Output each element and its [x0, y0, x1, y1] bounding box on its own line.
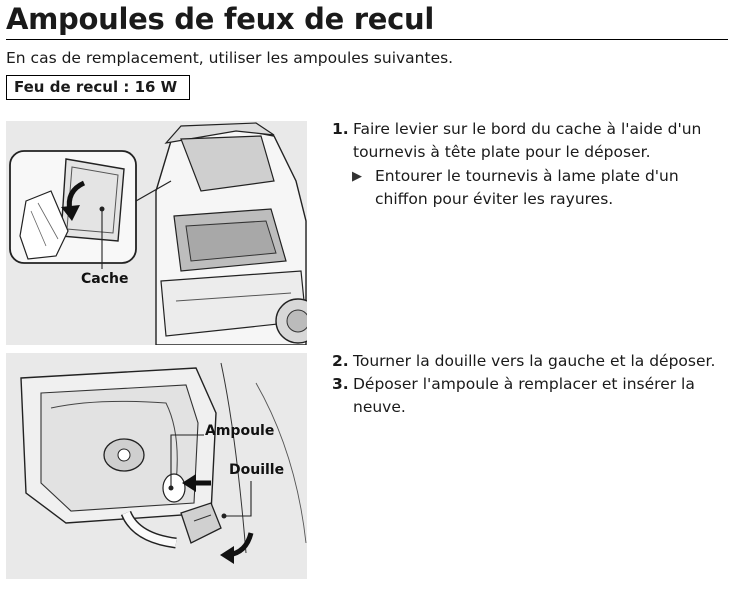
car-rear-illustration [6, 121, 307, 345]
bulb-spec-box: Feu de recul : 16 W [6, 75, 190, 100]
label-ampoule: Ampoule [205, 423, 275, 439]
figure-cover-removal [6, 121, 307, 345]
label-cache: Cache [81, 271, 129, 287]
step-2-text: Tourner la douille vers la gauche et la déposer. [353, 352, 716, 370]
page-title: Ampoules de feux de recul [6, 2, 434, 36]
note-arrow-icon: ▶ [352, 169, 362, 184]
step-1-text: Faire levier sur le bord du cache à l'aide d'un tournevis à tête plate pour le déposer. [353, 120, 702, 161]
step-3-number: 3. [332, 375, 349, 393]
step-3-text: Déposer l'ampoule à remplacer et insérer la neuve. [353, 375, 695, 416]
title-divider [6, 39, 728, 40]
figure-socket-removal [6, 353, 307, 579]
label-douille: Douille [229, 462, 285, 478]
step-1-number: 1. [332, 120, 349, 138]
step-2-number: 2. [332, 352, 349, 370]
intro-text: En cas de remplacement, utiliser les ampoules suivantes. [6, 49, 454, 67]
note-text: Entourer le tournevis à lame plate d'un chiffon pour éviter les rayures. [375, 167, 679, 208]
